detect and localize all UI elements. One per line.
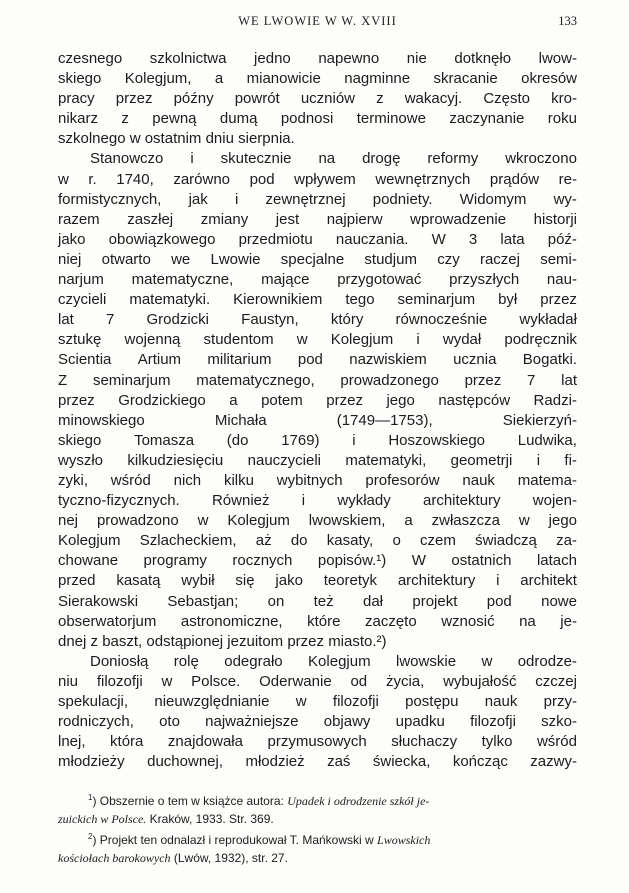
text-line: spekulacji, nieuwzględnianie w filozofji postępu nauk przy- bbox=[58, 693, 577, 710]
text-line: jako obowiązkowego przedmiotu nauczania. W 3 lata póź- bbox=[58, 230, 577, 248]
text-line: nej prowadzono w Kolegjum lwowskiem, a zwłaszcza w jego bbox=[58, 512, 577, 530]
footnote-2-line-1 bbox=[58, 828, 577, 849]
footnotes bbox=[58, 789, 577, 867]
text-line: lat 7 Grodzicki Faustyn, który równocześnie wykładał bbox=[58, 311, 577, 329]
footnote-1-line-2 bbox=[58, 810, 577, 828]
text-line: pracy przez późny powrót uczniów z wakacyj. Często kro- bbox=[58, 90, 577, 108]
footnote-title: zuickich w Polsce. bbox=[58, 812, 147, 826]
text-line: formistycznych, jak i zewnętrznej podniety. Widomym wy- bbox=[58, 190, 577, 208]
text-line: minowskiego Michała (1749—1753), Siekierzyń- bbox=[58, 411, 577, 429]
text-line: szkolnego w ostatnim dniu sierpnia. bbox=[58, 130, 295, 148]
text-line: czycieli matematyki. Kierownikiem tego seminarjum był przez bbox=[58, 291, 577, 309]
footnote-marker: 1 bbox=[88, 793, 93, 802]
text-line: niej otwarto we Lwowie specjalne studjum czy raczej semi- bbox=[58, 250, 577, 268]
footnote-1-line-1 bbox=[58, 789, 577, 810]
text-line: Stanowczo i skutecznie na drogę reformy wkroczono bbox=[90, 150, 577, 168]
text-line: Z seminarjum matematycznego, prowadzonego przez 7 lat bbox=[58, 371, 577, 389]
text-line: młodzieży duchownej, młodzież zaś świecka, kończąc zazwy- bbox=[58, 753, 577, 771]
text-line: wyszło kilkudziesięciu nauczycieli matematyki, geometrji i fi- bbox=[58, 451, 577, 469]
text-line: skiego Kolegjum, a mianowicie nagminne skracanie okresów bbox=[58, 70, 577, 88]
text-line: tyczno-fizycznych. Również i wykłady architektury wojen- bbox=[58, 492, 577, 510]
text-line: niu filozofji w Polsce. Oderwanie od życia, wybujałość czczej bbox=[58, 672, 577, 690]
footnote-text: ) Projekt ten odnalazł i reprodukował T. Mańkowski w bbox=[92, 833, 378, 847]
text-line: Kolegjum Szlacheckiem, aż do kasaty, o czem świadczą za- bbox=[58, 532, 577, 550]
text-line: dnej z baszt, odstąpionej jezuitom przez miasto.²) bbox=[58, 632, 387, 650]
text-line: skiego Tomasza (do 1769) i Hoszowskiego Ludwika, bbox=[58, 431, 577, 449]
footnote-2-line-2 bbox=[58, 849, 577, 867]
text-line: sztukę wojenną studentom w Kolegjum i wydał podręcznik bbox=[58, 331, 577, 349]
text-line: Sierakowski Sebastjan; on też dał projekt pod nowe bbox=[58, 592, 577, 610]
text-line: razem zaszłej zmiany jest najpierw wprowadzenie historji bbox=[58, 210, 577, 228]
text-line: rodniczych, oto najważniejsze objawy upadku filozofji szko- bbox=[58, 713, 577, 731]
text-line: przez Grodzickiego a potem przez jego następców Radzi- bbox=[58, 391, 577, 409]
text-line: nikarz z pewną dumą podnosi terminowe zaczynanie roku bbox=[58, 110, 577, 128]
footnote-title: kościołach barokowych bbox=[58, 851, 171, 865]
text-line: Doniosłą rolę odegrało Kolegjum lwowskie w odrodze- bbox=[90, 652, 577, 670]
footnote-text: Kraków, 1933. Str. 369. bbox=[146, 812, 274, 826]
page-number: 133 bbox=[558, 14, 577, 28]
text-line: lnej, która znajdowała przymusowych słuchaczy tylko wśród bbox=[58, 733, 577, 751]
footnote-title: Lwowskich bbox=[377, 833, 431, 847]
text-line: zyki, wśród nich kilku wybitnych profesorów nauk matema- bbox=[58, 471, 577, 489]
footnote-title: Upadek i odrodzenie szkół je- bbox=[287, 794, 430, 808]
text-line: narjum matematyczne, mające przygotować przyszłych nau- bbox=[58, 271, 577, 289]
text-line: czesnego szkolnictwa jedno napewno nie dotknęło lwow- bbox=[58, 50, 577, 67]
text-line: obserwatorjum astronomiczne, które zaczęto wznosić na je- bbox=[58, 612, 577, 630]
text-line: Scientia Artium militarium pod nazwiskiem ucznia Bogatki. bbox=[58, 351, 577, 369]
text-line: przed kasatą wybił się jako teoretyk architektury i architekt bbox=[58, 572, 577, 590]
footnote-text: ) Obszernie o tem w książce autora: bbox=[92, 794, 288, 808]
body-text bbox=[58, 49, 577, 772]
text-line: chowane programy rocznych popisów.¹) W ostatnich latach bbox=[58, 552, 577, 570]
footnote-text: (Lwów, 1932), str. 27. bbox=[170, 851, 288, 865]
running-title: WE LWOWIE W W. XVIII bbox=[238, 14, 397, 28]
footnote-marker: 2 bbox=[88, 832, 93, 841]
running-header bbox=[58, 14, 577, 34]
text-line: w r. 1740, zarówno pod wpływem wewnętrznych prądów re- bbox=[58, 170, 577, 188]
